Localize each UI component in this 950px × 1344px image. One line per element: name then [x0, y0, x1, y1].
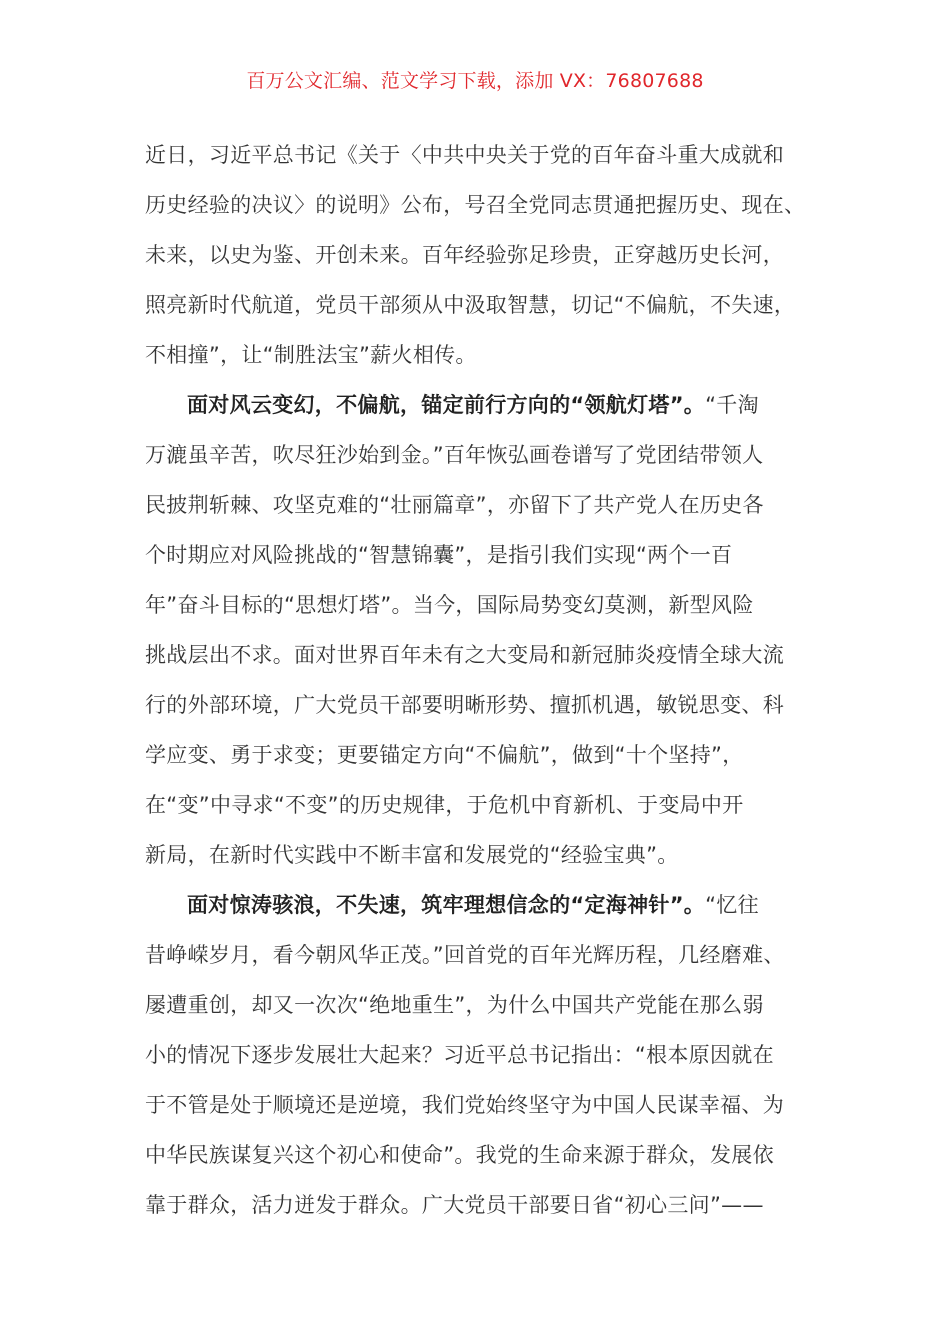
text-line: 近日，习近平总书记《关于〈中共中央关于党的百年奋斗重大成就和	[145, 143, 784, 167]
text-line: 年”奋斗目标的“思想灯塔”。当今，国际局势变幻莫测，新型风险	[145, 593, 754, 617]
text-fragment: “千淘	[705, 393, 759, 417]
text-line: 屡遭重创，却又一次次“绝地重生”，为什么中国共产党能在那么弱	[145, 993, 764, 1017]
paragraph-no-stall	[145, 880, 805, 1230]
section-heading: 面对惊涛骇浪，不失速，筑牢理想信念的“定海神针”。	[187, 893, 706, 917]
paragraph-intro	[145, 130, 805, 380]
text-line: 历史经验的决议〉的说明》公布，号召全党同志贯通把握历史、现在、	[145, 193, 806, 217]
text-line: 于不管是处于顺境还是逆境，我们党始终坚守为中国人民谋幸福、为	[145, 1093, 784, 1117]
text-line: 学应变、勇于求变；更要锚定方向“不偏航”，做到“十个坚持”，	[145, 743, 744, 767]
text-line	[145, 380, 805, 430]
text-line: 在“变”中寻求“不变”的历史规律，于危机中育新机、于变局中开	[145, 793, 744, 817]
text-line: 未来，以史为鉴、开创未来。百年经验弥足珍贵，正穿越历史长河，	[145, 243, 784, 267]
document-body	[145, 130, 805, 1230]
text-line	[145, 880, 805, 930]
text-fragment: “忆往	[705, 893, 759, 917]
text-line: 行的外部环境，广大党员干部要明晰形势、擅抓机遇，敏锐思变、科	[145, 693, 784, 717]
text-line: 中华民族谋复兴这个初心和使命”。我党的生命来源于群众，发展依	[145, 1143, 774, 1167]
section-heading: 面对风云变幻，不偏航，锚定前行方向的“领航灯塔”。	[187, 393, 706, 417]
promo-banner: 百万公文汇编、范文学习下载，添加 VX：76807688	[246, 70, 704, 92]
text-line: 挑战层出不求。面对世界百年未有之大变局和新冠肺炎疫情全球大流	[145, 643, 784, 667]
text-line: 新局，在新时代实践中不断丰富和发展党的“经验宝典”。	[145, 843, 679, 867]
text-line: 不相撞”，让“制胜法宝”薪火相传。	[145, 343, 477, 367]
text-line: 靠于群众，活力迸发于群众。广大党员干部要日省“初心三问”——	[145, 1193, 764, 1217]
text-line: 照亮新时代航道，党员干部须从中汲取智慧，切记“不偏航，不失速，	[145, 293, 796, 317]
text-line: 昔峥嵘岁月，看今朝风华正茂。”回首党的百年光辉历程，几经磨难、	[145, 943, 785, 967]
text-line: 小的情况下逐步发展壮大起来？习近平总书记指出：“根本原因就在	[145, 1043, 774, 1067]
text-line: 民披荆斩棘、攻坚克难的“壮丽篇章”，亦留下了共产党人在历史各	[145, 493, 764, 517]
paragraph-no-deviation	[145, 380, 805, 880]
text-line: 个时期应对风险挑战的“智慧锦囊”，是指引我们实现“两个一百	[145, 543, 733, 567]
text-line: 万漉虽辛苦，吹尽狂沙始到金。”百年恢弘画卷谱写了党团结带领人	[145, 443, 764, 467]
